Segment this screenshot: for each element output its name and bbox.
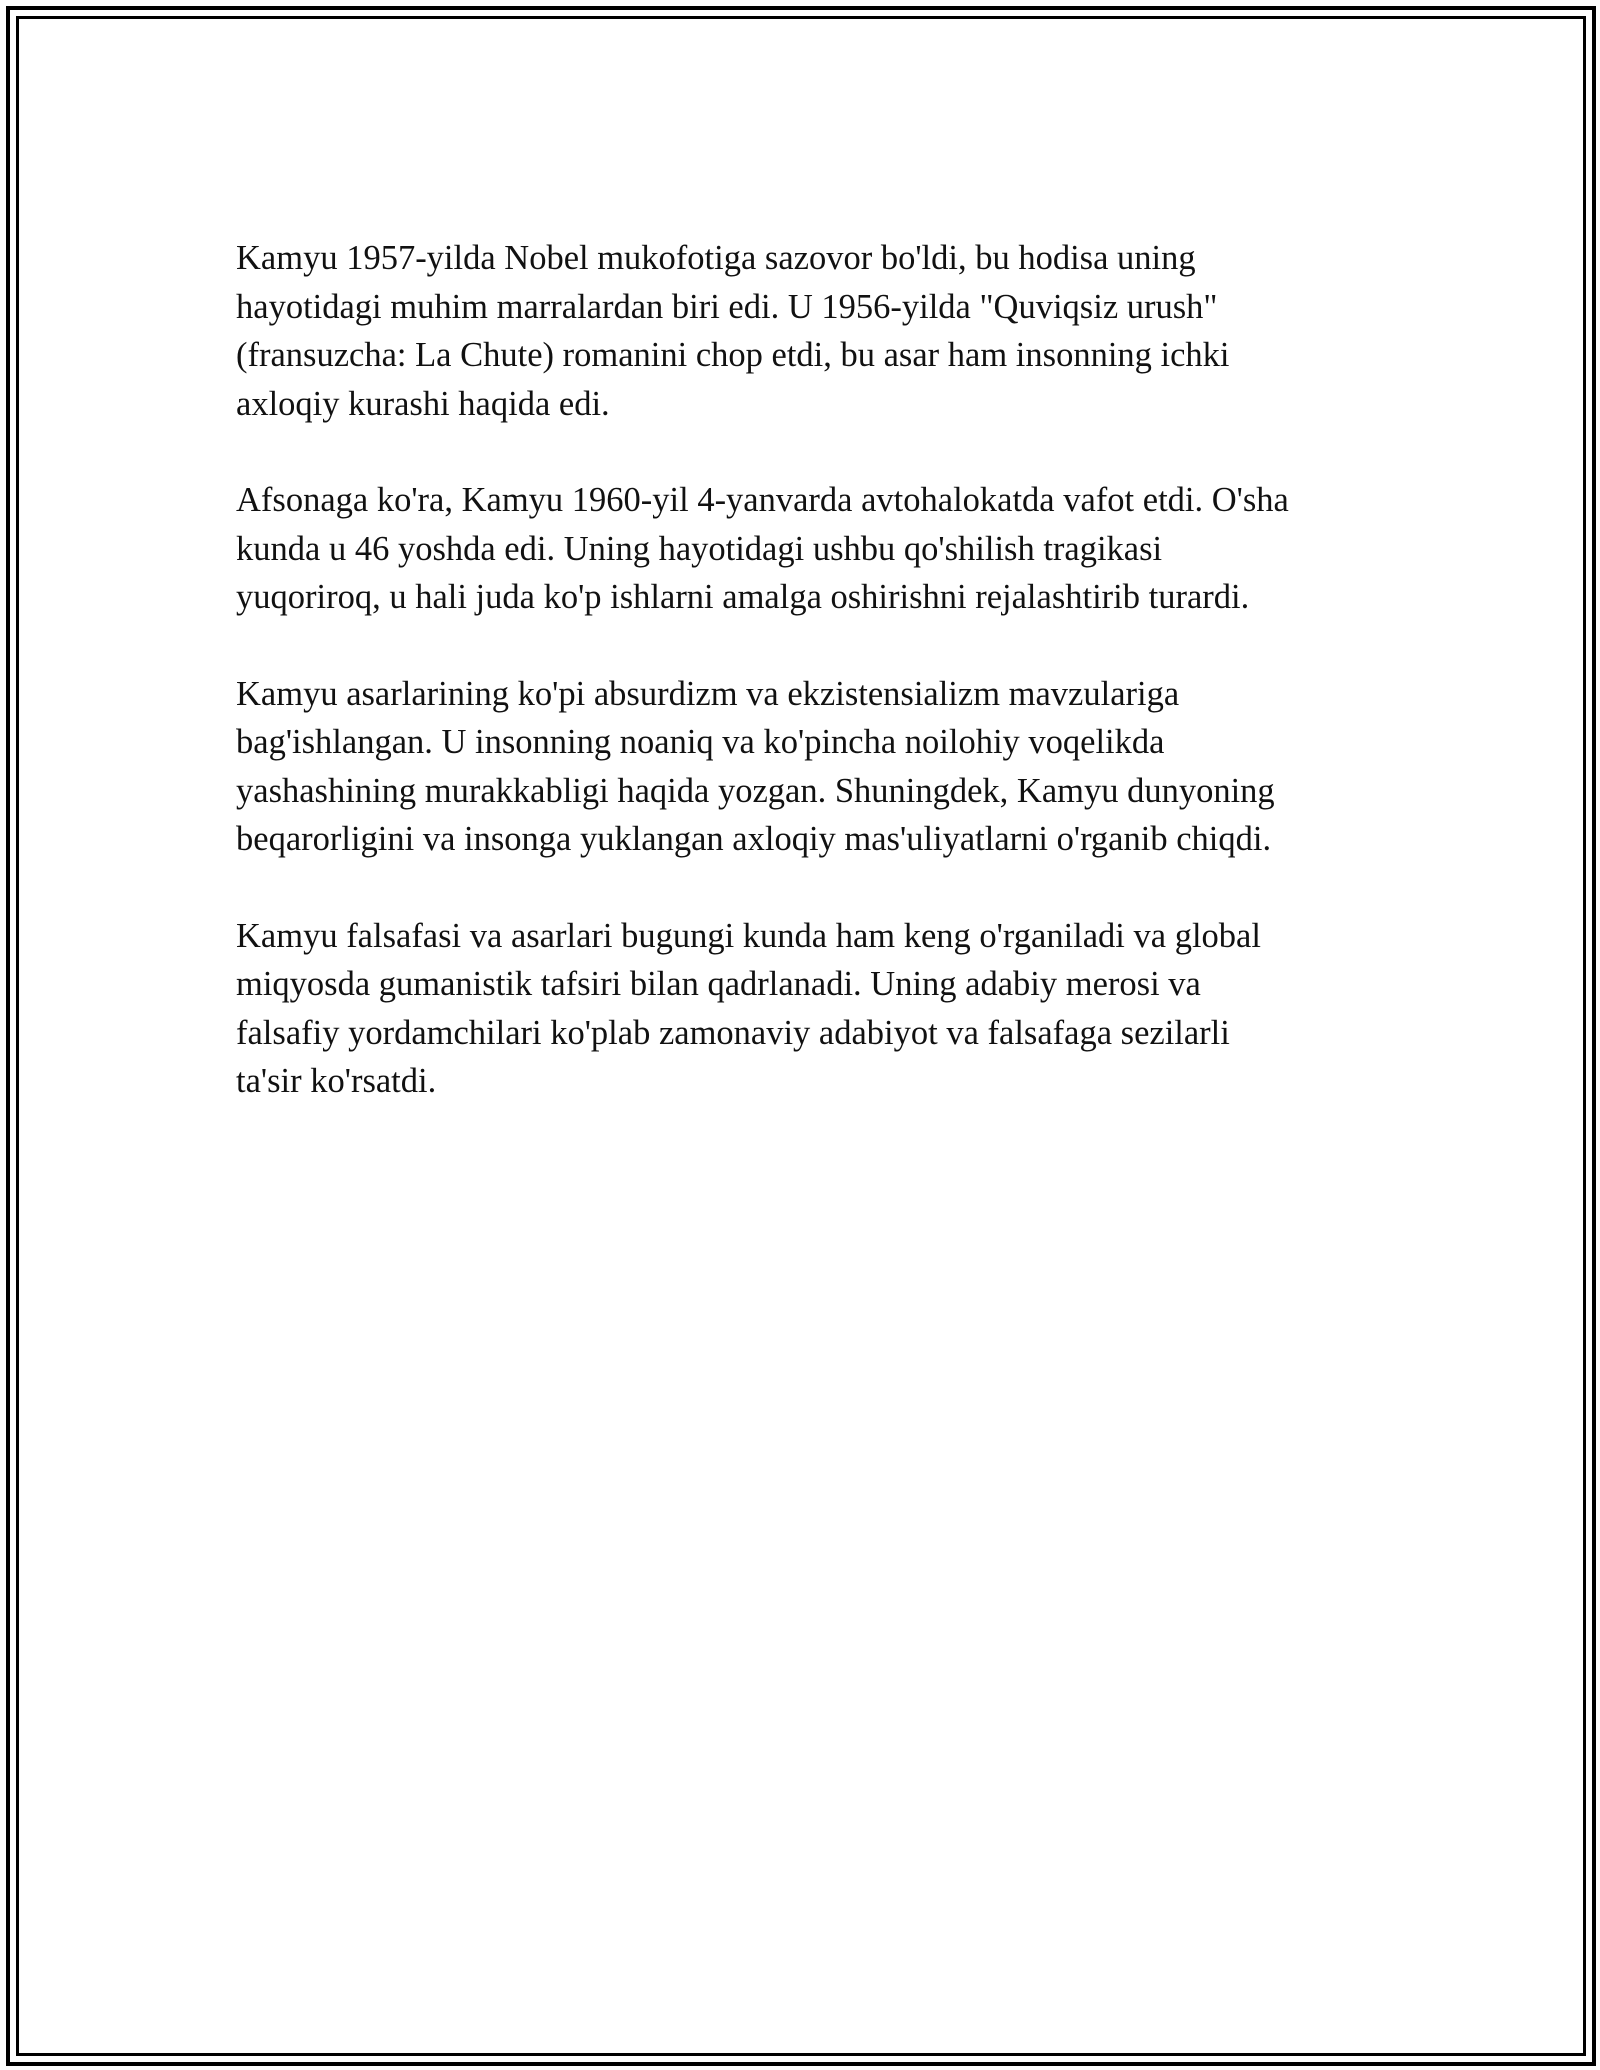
paragraph-death: Afsonaga ko'ra, Kamyu 1960-yil 4-yanvarda avtohalokatda vafot etdi. O'sha kunda u 46 yoshda edi. Uning hayotidagi ushbu qo'shilish tragikasi yuqoriroq, u hali juda ko'p ishlarni amalga oshirishni rejalashtirib turardi. <box>236 481 1289 616</box>
paragraph-legacy: Kamyu falsafasi va asarlari bugungi kunda ham keng o'rganiladi va global miqyosda gumanistik tafsiri bilan qadrlanadi. Uning adabiy merosi va falsafiy yordamchilari ko'plab zamonaviy adabiyot va falsafaga sezilarli ta'sir ko'rsatdi. <box>236 916 1261 1100</box>
document-body <box>236 234 1376 1154</box>
paragraph-themes: Kamyu asarlarining ko'pi absurdizm va ekzistensializm mavzulariga bag'ishlangan. U insonning noaniq va ko'pincha noilohiy voqelikda yashashining murakkabligi haqida yozgan. Shuningdek, Kamyu dunyoning beqarorligini va insonga yuklangan axloqiy mas'uliyatlarni o'rganib chiqdi. <box>236 674 1275 858</box>
paragraph-nobel-prize: Kamyu 1957-yilda Nobel mukofotiga sazovor bo'ldi, bu hodisa uning hayotidagi muhim marralardan biri edi. U 1956-yilda "Quviqsiz urush" (fransuzcha: La Chute) romanini chop etdi, bu asar ham insonning ichki axloqiy kurashi haqida edi. <box>236 239 1230 423</box>
